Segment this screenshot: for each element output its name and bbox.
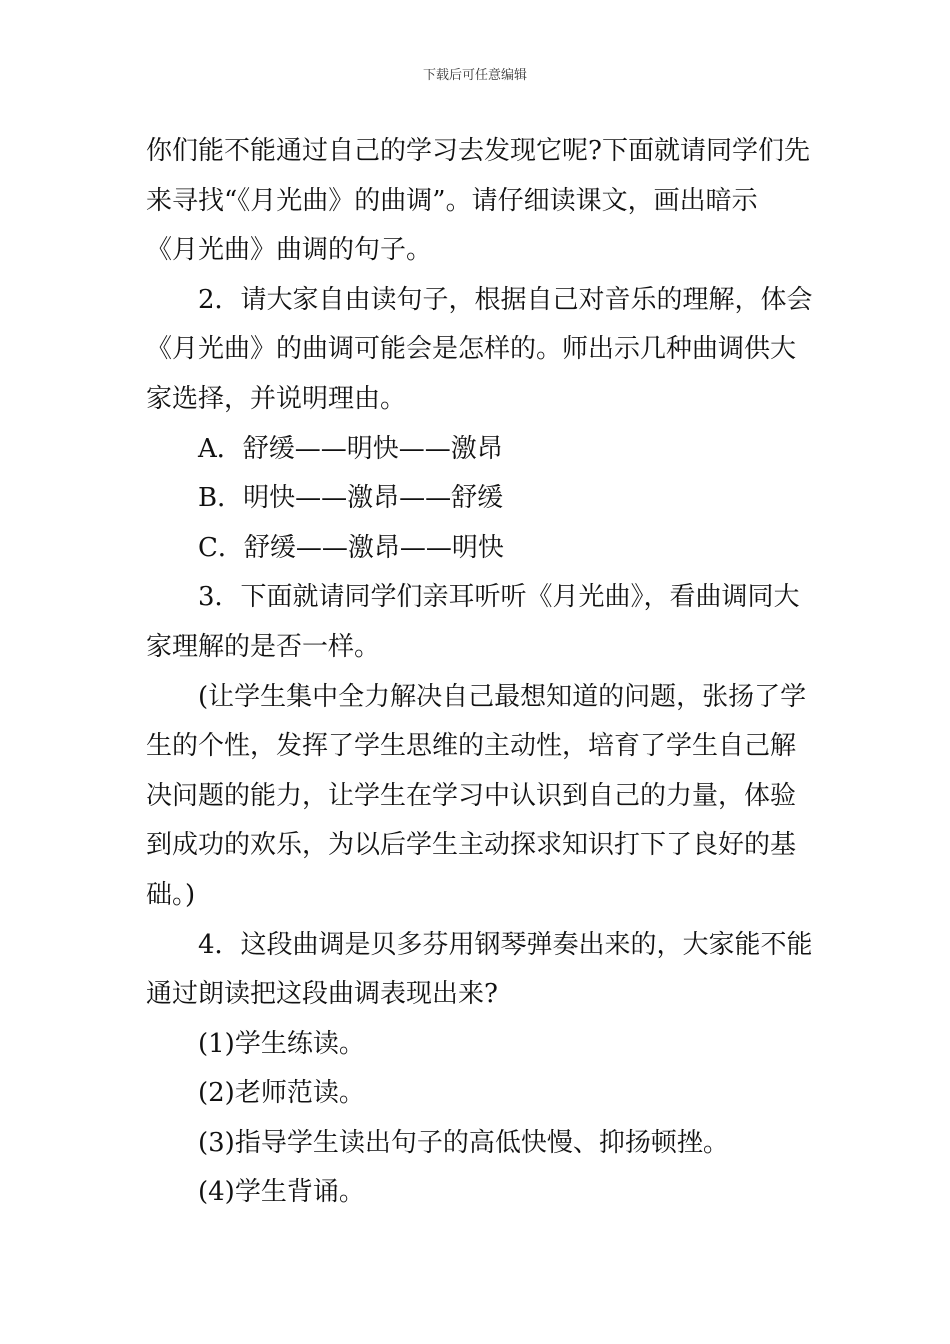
text-line: 来寻找“《月光曲》的曲调”。请仔细读课文，画出暗示 xyxy=(146,185,758,216)
text-line: 生的个性，发挥了学生思维的主动性，培育了学生自己解 xyxy=(146,731,797,762)
text-line: 到成功的欢乐，为以后学生主动探求知识打下了良好的基 xyxy=(146,830,797,861)
text-line: 《月光曲》的曲调可能会是怎样的。师出示几种曲调供大 xyxy=(146,334,797,365)
text-line: 决问题的能力，让学生在学习中认识到自己的力量，体验 xyxy=(146,780,797,811)
text-line: 你们能不能通过自己的学习去发现它呢?下面就请同学们先 xyxy=(146,136,810,166)
text-line: 4．这段曲调是贝多芬用钢琴弹奏出来的，大家能不能 xyxy=(198,929,813,960)
step-item: (4)学生背诵。 xyxy=(198,1177,365,1208)
text-line: 家选择，并说明理由。 xyxy=(146,383,407,414)
page-header: 下载后可任意编辑 xyxy=(422,68,527,83)
text-line: 《月光曲》曲调的句子。 xyxy=(146,235,433,266)
step-item: (1)学生练读。 xyxy=(198,1028,365,1059)
document-body xyxy=(146,127,811,1218)
step-item: (3)指导学生读出句子的高低快慢、抑扬顿挫。 xyxy=(198,1127,729,1158)
text-line: 2．请大家自由读句子，根据自己对音乐的理解，体会 xyxy=(198,284,813,315)
text-line: 家理解的是否一样。 xyxy=(146,631,381,662)
step-item: (2)老师范读。 xyxy=(198,1078,365,1109)
option-b: B．明快——激昂——舒缓 xyxy=(198,483,504,514)
text-line: 础。) xyxy=(146,879,196,910)
text-line: (让学生集中全力解决自己最想知道的问题，张扬了学 xyxy=(198,681,807,712)
text-line: 3．下面就请同学们亲耳听听《月光曲》，看曲调同大 xyxy=(198,582,800,613)
text-line: 通过朗读把这段曲调表现出来? xyxy=(146,979,498,1010)
option-a: A．舒缓——明快——激昂 xyxy=(198,433,503,464)
option-c: C．舒缓——激昂——明快 xyxy=(198,532,504,563)
